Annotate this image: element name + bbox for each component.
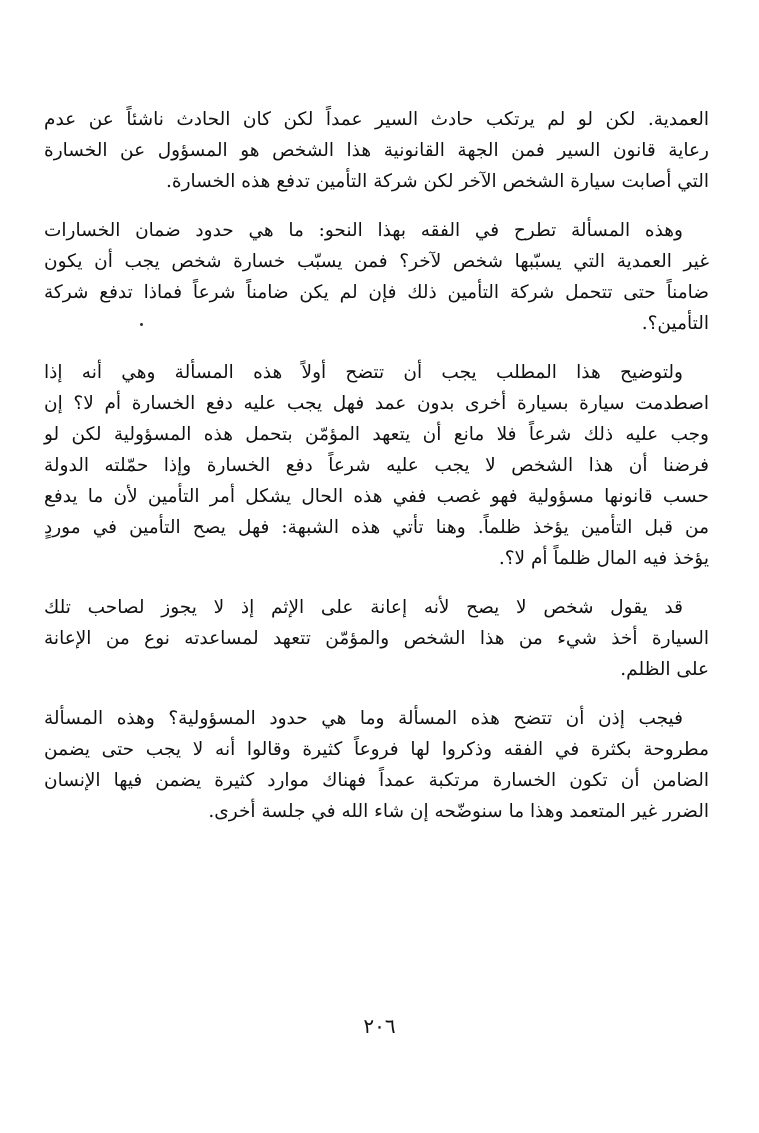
text-line: وهذه المسألة تطرح في الفقه بهذا النحو: ما هي حدود ضمان الخسارات (44, 220, 683, 241)
text-line: على الظلم. (620, 659, 709, 680)
text-line: السيارة أخذ شيء من هذا الشخص والمؤمّن تتعهد لمساعدته نوع من الإعانة (44, 628, 709, 649)
text-line: قد يقول شخص لا يصح لأنه إعانة على الإثم إذ لا يجوز لصاحب تلك (44, 597, 683, 618)
page-number: ٢٠٦ (363, 1014, 396, 1038)
text-line: الضامن أن تكون الخسارة مرتكبة عمداً فهناك موارد كثيرة يضمن فيها الإنسان (44, 770, 709, 791)
text-line: وجب عليه ذلك شرعاً فلا مانع أن يتعهد المؤمّن بتحمل هذه المسؤولية لكن لو (44, 424, 709, 445)
text-line: ولتوضيح هذا المطلب يجب أن تتضح أولاً هذه المسألة وهي أنه إذا (44, 362, 683, 383)
text-line: فرضنا أن هذا الشخص لا يجب عليه شرعاً دفع الخسارة وإذا حمّلته الدولة (44, 455, 709, 476)
text-line: يؤخذ فيه المال ظلماً أم لا؟. (498, 548, 709, 569)
text-line: اصطدمت سيارة بسيارة أخرى بدون عمد فهل يجب عليه دفع الخسارة أم لا؟ إن (44, 393, 709, 414)
text-line: التي أصابت سيارة الشخص الآخر لكن شركة التأمين تدفع هذه الخسارة. (166, 171, 709, 192)
paragraph-5 (44, 703, 709, 827)
paragraph-4 (44, 592, 709, 685)
text-line: من قبل التأمين يؤخذ ظلماً. وهنا تأتي هذه الشبهة: فهل يصح التأمين في موردٍ (44, 517, 709, 538)
paragraph-2 (44, 215, 709, 339)
paragraph-1 (44, 104, 709, 197)
text-line: مطروحة بكثرة في الفقه وذكروا لها فروعاً كثيرة وقالوا أنه لا يجب حتى يضمن (44, 739, 709, 760)
text-line: التأمين؟. (641, 313, 709, 334)
body-text (44, 104, 709, 845)
ink-speck (140, 323, 143, 326)
text-line: فيجب إذن أن تتضح هذه المسألة وما هي حدود المسؤولية؟ وهذه المسألة (44, 708, 683, 729)
text-line: حسب قانونها مسؤولية فهو غصب ففي هذه الحال يشكل أمر التأمين لأن ما يدفع (44, 486, 709, 507)
text-line: ضامناً حتى تتحمل شركة التأمين ذلك فإن لم يكن ضامناً شرعاً فماذا تدفع شركة (44, 282, 709, 303)
text-line: غير العمدية التي يسبّبها شخص لآخر؟ فمن يسبّب خسارة شخص يجب أن يكون (44, 251, 709, 272)
text-line: الضرر غير المتعمد وهذا ما سنوضّحه إن شاء الله في جلسة أخرى. (208, 801, 709, 822)
text-line: رعاية قانون السير فمن الجهة القانونية هذا الشخص هو المسؤول عن الخسارة (44, 140, 709, 161)
paragraph-3 (44, 357, 709, 574)
text-line: العمدية. لكن لو لم يرتكب حادث السير عمداً لكن كان الحادث ناشئاً عن عدم (44, 109, 709, 130)
